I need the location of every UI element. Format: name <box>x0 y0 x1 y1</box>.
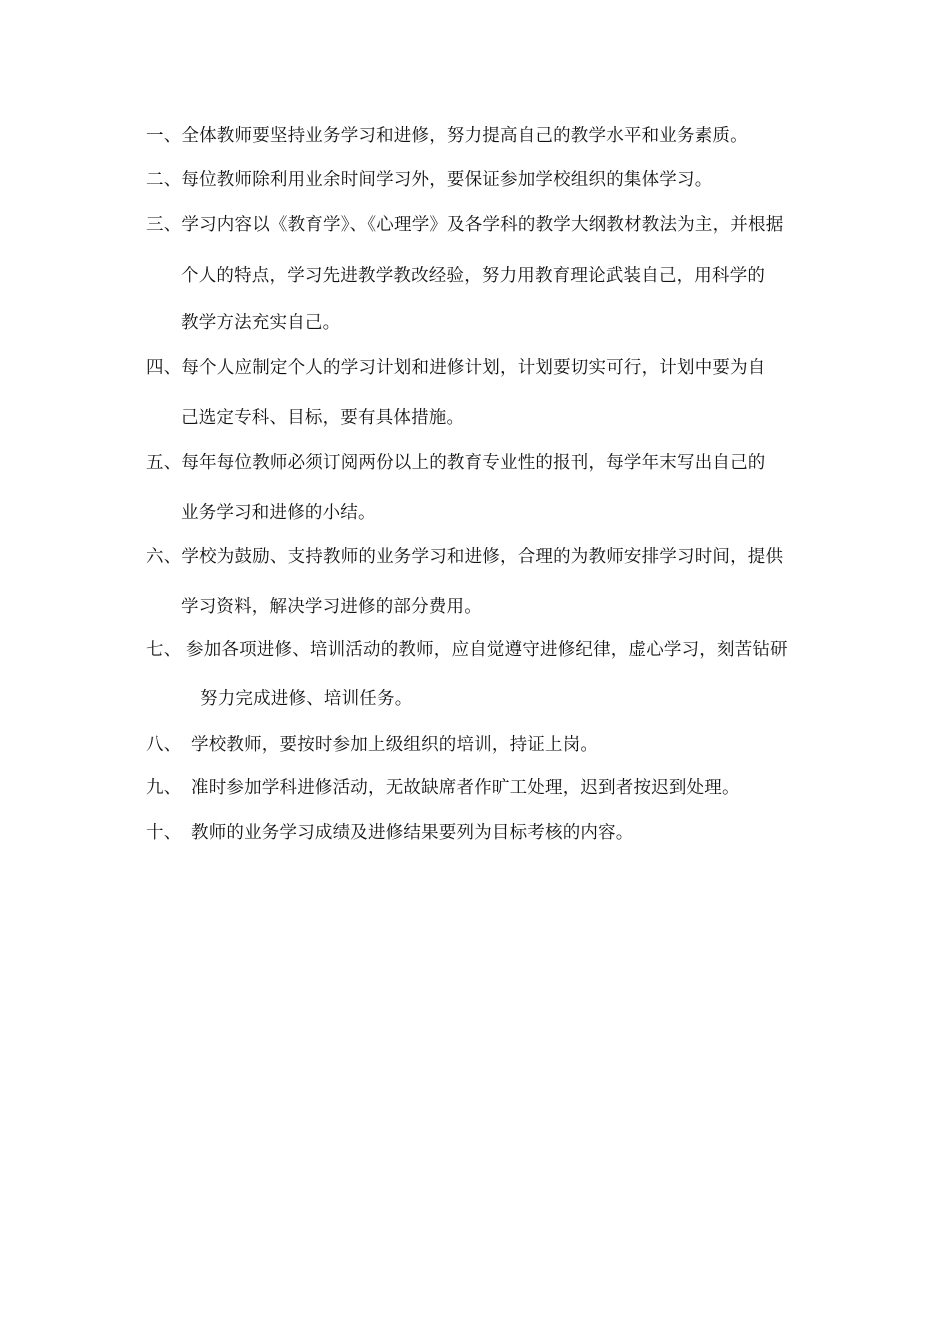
rule-10-text: 教师的业务学习成绩及进修结果要列为目标考核的内容。 <box>191 823 634 843</box>
rule-4-text-1: 每个人应制定个人的学习计划和进修计划，计划要切实可行，计划中要为自 <box>181 358 766 378</box>
rule-5-text-1: 每年每位教师必须订阅两份以上的教育专业性的报刊，每学年末写出自己的 <box>181 453 766 473</box>
rule-3-text-2: 个人的特点，学习先进教学教改经验，努力用教育理论武装自己，用科学的 <box>181 266 766 286</box>
rule-8-line-1 <box>146 737 598 755</box>
rule-1-number: 一、 <box>146 126 182 146</box>
rule-6-text-2: 学习资料，解决学习进修的部分费用。 <box>181 597 482 617</box>
rule-6-line-1 <box>146 549 783 567</box>
rule-6-number: 六、 <box>146 547 182 567</box>
rule-3-text-1: 学习内容以《教育学》、《心理学》及各学科的教学大纲教材教法为主，并根据 <box>181 215 784 235</box>
rule-3-line-2 <box>181 268 765 286</box>
rule-5-text-2: 业务学习和进修的小结。 <box>181 503 376 523</box>
rule-7-number: 七、 <box>146 640 182 660</box>
rule-3-line-1 <box>146 217 783 235</box>
rule-4-text-2: 己选定专科、目标，要有具体措施。 <box>181 408 465 428</box>
rule-4-line-2 <box>181 410 464 428</box>
rule-9-number: 九、 <box>146 778 182 798</box>
rule-1-text: 全体教师要坚持业务学习和进修，努力提高自己的教学水平和业务素质。 <box>181 126 748 146</box>
rule-10-number: 十、 <box>146 823 182 843</box>
rule-6-line-2 <box>181 599 482 617</box>
rule-7-text-1: 参加各项进修、培训活动的教师，应自觉遵守进修纪律，虚心学习，刻苦钻研 <box>186 640 788 660</box>
rule-1-line-1 <box>146 128 748 146</box>
rule-6-text-1: 学校为鼓励、支持教师的业务学习和进修，合理的为教师安排学习时间，提供 <box>181 547 784 567</box>
rule-4-line-1 <box>146 360 766 378</box>
rule-7-line-1 <box>146 642 788 660</box>
rule-2-line-1 <box>146 172 712 190</box>
rule-7-text-2: 努力完成进修、培训任务。 <box>200 689 413 709</box>
rule-2-number: 二、 <box>146 170 182 190</box>
rule-7-line-2 <box>200 691 412 709</box>
rule-4-number: 四、 <box>146 358 182 378</box>
rule-9-text: 准时参加学科进修活动，无故缺席者作旷工处理，迟到者按迟到处理。 <box>191 778 740 798</box>
rule-8-text: 学校教师，要按时参加上级组织的培训，持证上岗。 <box>191 735 599 755</box>
rule-5-line-1 <box>146 455 766 473</box>
rule-5-number: 五、 <box>146 453 182 473</box>
rule-10-line-1 <box>146 825 634 843</box>
rule-3-line-3 <box>181 315 340 333</box>
rule-9-line-1 <box>146 780 740 798</box>
rule-5-line-2 <box>181 505 376 523</box>
rule-3-number: 三、 <box>146 215 182 235</box>
rule-2-text: 每位教师除利用业余时间学习外，要保证参加学校组织的集体学习。 <box>181 170 713 190</box>
rule-3-text-3: 教学方法充实自己。 <box>181 313 341 333</box>
rule-8-number: 八、 <box>146 735 182 755</box>
